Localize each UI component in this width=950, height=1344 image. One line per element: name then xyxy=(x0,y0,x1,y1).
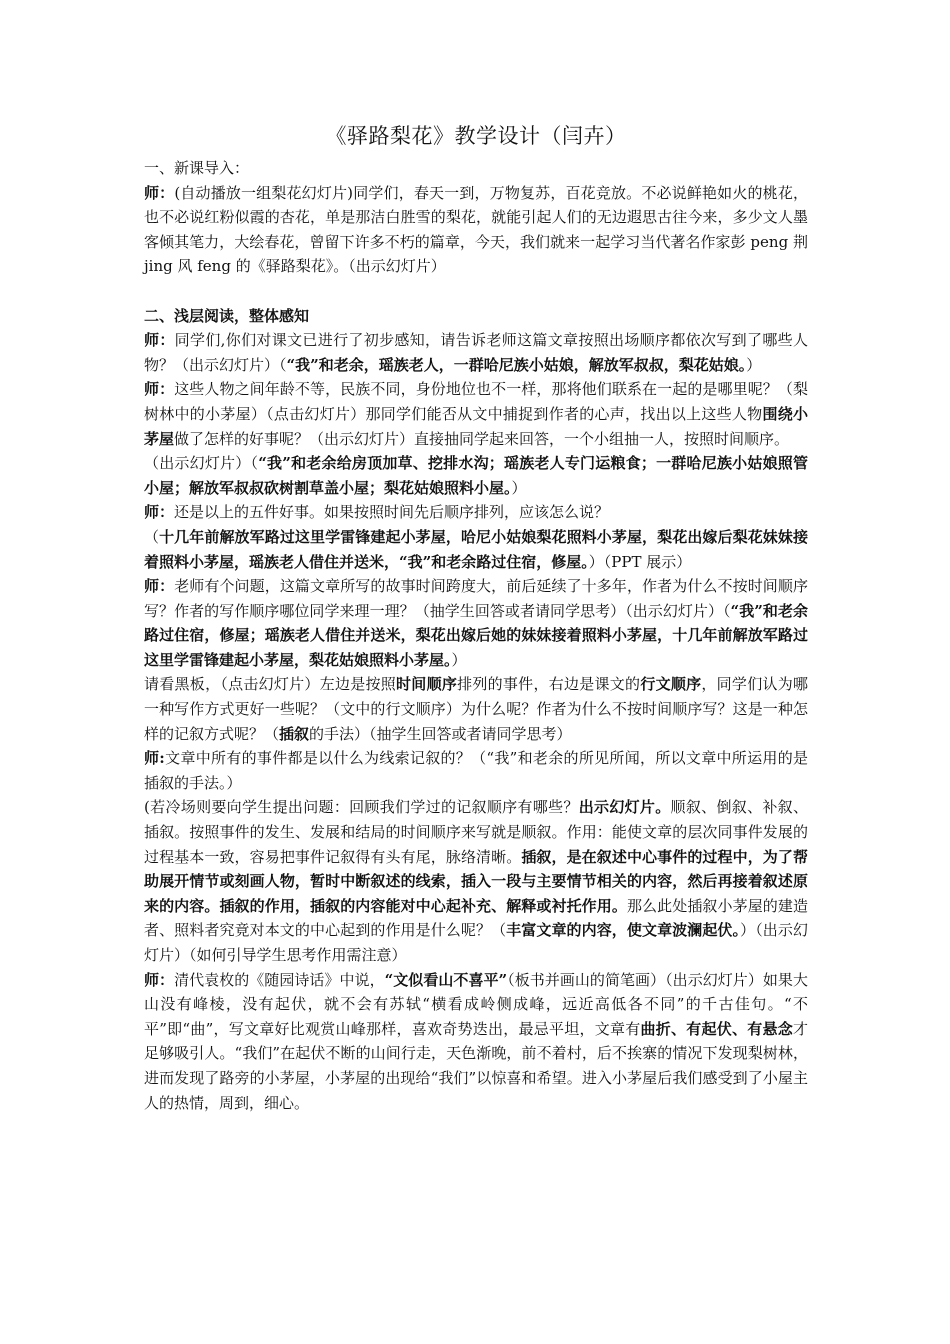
bold-text: 师： xyxy=(144,183,175,202)
paragraph xyxy=(144,574,808,672)
text-run: 排列的事件，右边是课文的 xyxy=(457,675,641,694)
bold-text: 围绕小茅屋 xyxy=(144,404,808,448)
text-run: 还是以上的五件好事。如果按照时间先后顺序排列，应该怎么说？ xyxy=(174,503,610,522)
text-run: 那么此处插叙小茅屋的建造者、照料者究竟对本文的中心起到的作用是什么呢？（ xyxy=(144,896,808,940)
text-run: ） xyxy=(746,355,762,374)
bold-text: 师: xyxy=(144,749,165,768)
text-run: ） xyxy=(511,478,527,497)
text-run: ）（PPT 展示） xyxy=(588,552,692,571)
paragraph xyxy=(144,451,808,500)
text-run: 同学们,你们对课文已进行了初步感知，请告诉老师这篇文章按照出场顺序都依次写到了哪些人物？（出示幻灯片）（ xyxy=(144,331,808,374)
paragraph xyxy=(144,746,808,795)
paragraph xyxy=(144,304,808,329)
text-run: (自动播放一组梨花幻灯片)同学们，春天一到，万物复苏，百花竞放。不必说鲜艳如火的桃花，也不必说红粉似霞的杏花，单是那洁白胜雪的梨花，就能引起人们的无边遐思古往今来，多少文人墨客倾其笔力，大绘春花，曾留下许多不朽的篇章，今天，我们就来一起学习当代著名作家彭 peng 荆 jing 风 feng 的《驿路梨花》。（出示幻灯片） xyxy=(144,183,808,276)
paragraph xyxy=(144,795,808,967)
bold-text: “我”和老余，瑶族老人，一群哈尼族小姑娘，解放军叔叔，梨花姑娘。 xyxy=(286,355,747,374)
document-body xyxy=(144,156,808,1115)
text-run: 老师有个问题，这篇文章所写的故事时间跨度大，前后延续了十多年，作者为什么不按时间顺序写？作者的写作顺序哪位同学来理一理？（抽学生回答或者请同学思考）（出示幻灯片）（ xyxy=(144,577,808,620)
text-run: ）（出示幻灯片）（如何引导学生思考作用需注意） xyxy=(144,921,808,964)
bold-text: 师： xyxy=(144,331,175,350)
bold-text: “我”和老余路过住宿，修屋；瑶族老人借住并送米，梨花出嫁后她的妹妹接着照料小茅屋，十几年前解放军路过这里学雷锋建起小茅屋，梨花姑娘照料小茅屋。 xyxy=(144,601,808,669)
bold-text: “我”和老余给房顶加草、挖排水沟；瑶族老人专门运粮食；一群哈尼族小姑娘照管小屋；解放军叔叔砍树割草盖小屋；梨花姑娘照料小屋。 xyxy=(144,454,808,497)
bold-text: 插叙 xyxy=(279,724,310,743)
bold-text: 插叙，是在叙述中心事件的过程中，为了帮助展开情节或刻画人物，暂时中断叙述的线索，插入一段与主要情节相关的内容，然后再接着叙述原来的内容。插叙的作用，插叙的内容能对中心起补充、解释或衬托作用。 xyxy=(144,847,808,915)
text-run: ） xyxy=(451,650,467,669)
text-run: 一、新课导入： xyxy=(144,159,250,177)
text-run: 做了怎样的好事呢？（出示幻灯片）直接抽同学起来回答，一个小组抽一人，按照时间顺序。 xyxy=(174,429,790,448)
bold-text: 时间顺序 xyxy=(396,675,458,694)
paragraph xyxy=(144,328,808,377)
paragraph xyxy=(144,968,808,1116)
bold-text: 师： xyxy=(144,380,175,399)
paragraph xyxy=(144,156,808,181)
bold-text: 师： xyxy=(144,970,175,989)
text-run: 才足够吸引人。“我们”在起伏不断的山间行走，天色渐晚，前不着村，后不挨寨的情况下发现梨树林，进而发现了路旁的小茅屋，小茅屋的出现给“我们”以惊喜和希望。进入小茅屋后我们感受到了小屋主人的热情，周到，细心。 xyxy=(144,1019,808,1112)
bold-text: 行文顺序 xyxy=(640,675,702,694)
paragraph xyxy=(144,181,808,279)
paragraph xyxy=(144,525,808,574)
text-run: （板书并画山的简笔画）（出示幻灯片）如果大山没有峰棱，没有起伏，就不会有苏轼“横看成岭侧成峰，远近高低各不同”的千古佳句。“不平”即“曲”，写文章好比观赏山峰那样，喜欢奇势迭出，最忌平坦，文章有 xyxy=(144,970,808,1038)
paragraph xyxy=(144,500,808,525)
bold-text: 十几年前解放军路过这里学雷锋建起小茅屋，哈尼小姑娘梨花照料小茅屋，梨花出嫁后梨花妹妹接着照料小茅屋，瑶族老人借住并送米，“我”和老余路过住宿，修屋。 xyxy=(144,527,808,571)
paragraph xyxy=(144,672,808,746)
bold-text: 出示幻灯片。 xyxy=(578,798,671,817)
bold-text: 丰富文章的内容，使文章波澜起伏。 xyxy=(506,921,741,940)
text-run: 请看黑板，（点击幻灯片）左边是按照 xyxy=(144,675,397,694)
paragraph xyxy=(144,377,808,451)
text-run: 文章中所有的事件都是以什么为线索记叙的？（“我”和老余的所见所闻，所以文章中所运用的是插叙的手法。） xyxy=(144,749,808,792)
text-run: ，同学们认为哪一种写作方式更好一些呢？（文中的行文顺序）为什么呢？作者为什么不按时间顺序写？这是一种怎样的记叙方式呢？（ xyxy=(144,675,808,743)
text-run: 的手法）（抽学生回答或者请同学思考） xyxy=(309,724,572,743)
document-page xyxy=(144,120,808,1115)
text-run: (若冷场则要向学生提出问题：回顾我们学过的记叙顺序有哪些？ xyxy=(144,798,579,817)
text-run: 顺叙、倒叙、补叙、插叙。按照事件的发生、发展和结局的时间顺序来写就是顺叙。作用：能使文章的层次同事件发展的过程基本一致，容易把事件记叙得有头有尾，脉络清晰。 xyxy=(144,798,808,866)
bold-text: “文似看山不喜平” xyxy=(384,970,508,989)
text-run: （出示幻灯片）（ xyxy=(144,454,259,473)
text-run: （ xyxy=(144,527,160,546)
bold-text: 师： xyxy=(144,577,175,596)
bold-text: 师： xyxy=(144,503,175,522)
bold-text: 曲折、有起伏、有悬念 xyxy=(640,1019,793,1038)
text-run: 清代袁枚的《随园诗话》中说， xyxy=(174,970,385,989)
document-title: 《驿路梨花》教学设计（闫卉） xyxy=(325,124,627,148)
bold-text: 二、浅层阅读，整体感知 xyxy=(144,306,310,325)
blank-line xyxy=(144,279,808,304)
text-run: 这些人物之间年龄不等，民族不同，身份地位也不一样，那将他们联系在一起的是哪里呢？（梨树林中的小茅屋）（点击幻灯片）那同学们能否从文中捕捉到作者的心声，找出以上这些人物 xyxy=(144,380,808,423)
